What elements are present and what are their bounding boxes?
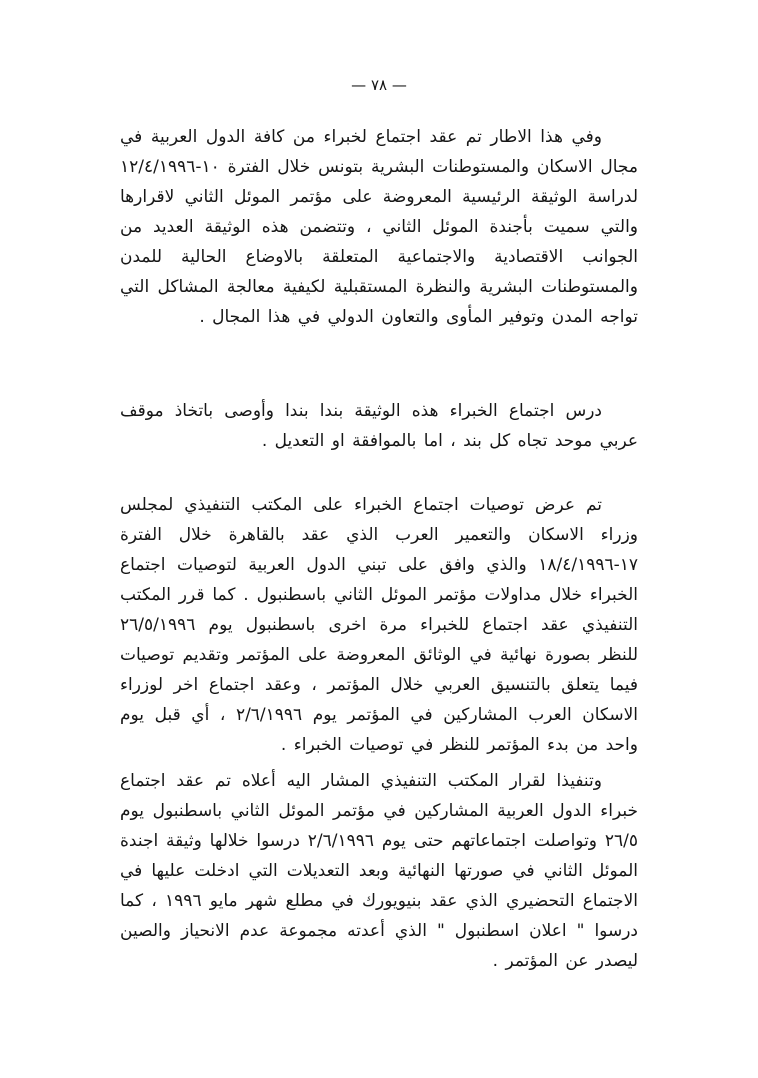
- paragraph-block-3: [120, 490, 638, 760]
- paragraph: درس اجتماع الخبراء هذه الوثيقة بندا بندا وأوصى باتخاذ موقف عربي موحد تجاه كل بند ، اما بالموافقة او التعديل .: [120, 401, 638, 451]
- paragraph: تم عرض توصيات اجتماع الخبراء على المكتب التنفيذي لمجلس وزراء الاسكان والتعمير العرب الذي عقد بالقاهرة خلال الفترة ١٧-١٨/٤/١٩٩٦ والذي وافق على تبني الدول العربية لتوصيات اجتماع الخبراء خلال مداولات مؤتمر الموئل الثاني باسطنبول . كما قرر المكتب التنفيذي عقد اجتماع للخبراء مرة اخرى باسطنبول يوم ٢٦/٥/١٩٩٦ للنظر بصورة نهائية في الوثائق المعروضة على المؤتمر وتقديم توصيات فيما يتعلق بالتنسيق العربي خلال المؤتمر ، وعقد اجتماع اخر لوزراء الاسكان العرب المشاركين في المؤتمر يوم ٢/٦/١٩٩٦ ، أي قبل يوم واحد من بدء المؤتمر للنظر في توصيات الخبراء .: [120, 495, 638, 755]
- page-number: — ٧٨ —: [351, 76, 407, 94]
- paragraph: وتنفيذا لقرار المكتب التنفيذي المشار اليه أعلاه تم عقد اجتماع خبراء الدول العربية المشاركين في مؤتمر الموئل الثاني باسطنبول يوم ٢٦/٥ وتواصلت اجتماعاتهم حتى يوم ٢/٦/١٩٩٦ درسوا خلالها وثيقة اجندة الموئل الثاني في صورتها النهائية وبعد التعديلات التي ادخلت عليها في الاجتماع التحضيري الذي عقد بنيويورك في مطلع شهر مايو ١٩٩٦ ، كما درسوا " اعلان اسطنبول " الذي أعدته مجموعة عدم الانحياز والصين ليصدر عن المؤتمر .: [120, 771, 638, 971]
- paragraph-block-2: [120, 396, 638, 456]
- paragraph: وفي هذا الاطار تم عقد اجتماع لخبراء من كافة الدول العربية في مجال الاسكان والمستوطنات البشرية بتونس خلال الفترة ١٠-١٢/٤/١٩٩٦ لدراسة الوثيقة الرئيسية المعروضة على مؤتمر الموئل الثاني لاقرارها والتي سميت بأجندة الموئل الثاني ، وتتضمن هذه الوثيقة العديد من الجوانب الاقتصادية والاجتماعية المتعلقة بالاوضاع الحالية للمدن والمستوطنات البشرية والنظرة المستقبلية لكيفية معالجة المشاكل التي تواجه المدن وتوفير المأوى والتعاون الدولي في هذا المجال .: [120, 127, 638, 327]
- paragraph-block-4: [120, 766, 638, 976]
- paragraph-block-1: [120, 122, 638, 332]
